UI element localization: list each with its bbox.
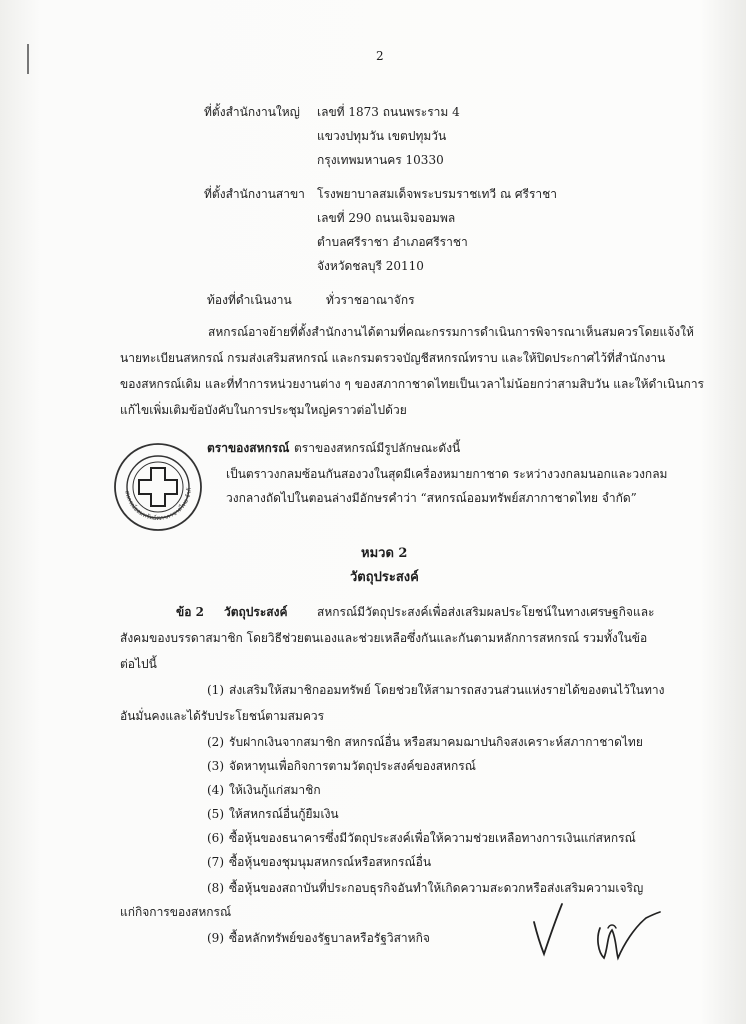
- item-text: ส่งเสริมให้สมาชิกออมทรัพย์ โดยช่วยให้สามารถสงวนส่วนแห่งรายได้ของตนไว้ในทาง: [229, 683, 665, 697]
- branch-office-line: จังหวัดชลบุรี 20110: [317, 259, 424, 273]
- item-text: จัดหาทุนเพื่อกิจการตามวัตถุประสงค์ของสหกรณ์: [229, 759, 476, 773]
- signature-initial-1: [528, 900, 568, 962]
- article-line: สหกรณ์มีวัตถุประสงค์เพื่อส่งเสริมผลประโยชน์ในทางเศรษฐกิจและ: [317, 605, 655, 619]
- head-office-line: แขวงปทุมวัน เขตปทุมวัน: [317, 129, 447, 143]
- cooperative-seal-icon: [113, 442, 203, 532]
- signature-initial-2: [590, 908, 666, 964]
- item-number: (7): [207, 855, 224, 869]
- article-line: ต่อไปนี้: [120, 657, 157, 671]
- article-line: สังคมของบรรดาสมาชิก โดยวิธีช่วยตนเองและช่วยเหลือซึ่งกันและกันตามหลักการสหกรณ์ รวมทั้งในข้อ: [120, 631, 648, 645]
- head-office-label: ที่ตั้งสำนักงานใหญ่: [204, 105, 300, 119]
- item-text: อันมั่นคงและได้รับประโยชน์ตามสมควร: [120, 709, 325, 723]
- item-number: (9): [207, 931, 224, 945]
- article-number: ข้อ 2: [176, 605, 204, 619]
- chapter-number: หมวด 2: [361, 546, 408, 561]
- item-number: (1): [207, 683, 224, 697]
- item-text: ให้เงินกู้แก่สมาชิก: [229, 783, 321, 797]
- head-office-line: กรุงเทพมหานคร 10330: [317, 153, 444, 167]
- seal-section-label: ตราของสหกรณ์: [207, 441, 290, 455]
- item-number: (4): [207, 783, 224, 797]
- item-text: ซื้อหลักทรัพย์ของรัฐบาลหรือรัฐวิสาหกิจ: [229, 931, 430, 945]
- relocation-paragraph-line: แก้ไขเพิ่มเติมข้อบังคับในการประชุมใหญ่คราวต่อไปด้วย: [120, 403, 407, 417]
- seal-description-line: เป็นตราวงกลมซ้อนกันสองวงในสุดมีเครื่องหมายกาชาด ระหว่างวงกลมนอกและวงกลม: [226, 467, 668, 481]
- page-number: 2: [376, 49, 384, 63]
- seal-section-intro: ตราของสหกรณ์มีรูปลักษณะดังนี้: [294, 441, 461, 455]
- item-number: (8): [207, 881, 224, 895]
- item-text: แก่กิจการของสหกรณ์: [120, 905, 232, 919]
- seal-text: สหกรณ์ออมทรัพย์สภากาชาดไทย จำกั: [123, 487, 194, 523]
- item-number: (2): [207, 735, 224, 749]
- relocation-paragraph-line: ของสหกรณ์เดิม และที่ทำการหน่วยงานต่าง ๆ ของสภากาชาดไทยเป็นเวลาไม่น้อยกว่าสามสิบวัน และให้ดำเนินการ: [120, 377, 704, 391]
- operating-area-value: ทั่วราชอาณาจักร: [326, 293, 415, 307]
- branch-office-line: ตำบลศรีราชา อำเภอศรีราชา: [317, 235, 468, 249]
- item-number: (3): [207, 759, 224, 773]
- branch-office-line: เลขที่ 290 ถนนเจิมจอมพล: [317, 211, 456, 225]
- head-office-line: เลขที่ 1873 ถนนพระราม 4: [317, 105, 460, 119]
- item-text: รับฝากเงินจากสมาชิก สหกรณ์อื่น หรือสมาคมฌาปนกิจสงเคราะห์สภากาชาดไทย: [229, 735, 643, 749]
- item-number: (5): [207, 807, 224, 821]
- item-text: ซื้อหุ้นของธนาคารซึ่งมีวัตถุประสงค์เพื่อให้ความช่วยเหลือทางการเงินแก่สหกรณ์: [229, 831, 636, 845]
- seal-description-line: วงกลางถัดไปในตอนล่างมีอักษรคำว่า “สหกรณ์ออมทรัพย์สภากาชาดไทย จำกัด”: [226, 491, 637, 505]
- item-text: ซื้อหุ้นของสถาบันที่ประกอบธุรกิจอันทำให้เกิดความสะดวกหรือส่งเสริมความเจริญ: [229, 881, 644, 895]
- chapter-title: วัตถุประสงค์: [350, 570, 419, 585]
- item-number: (6): [207, 831, 224, 845]
- relocation-paragraph-line: นายทะเบียนสหกรณ์ กรมส่งเสริมสหกรณ์ และกรมตรวจบัญชีสหกรณ์ทราบ และให้ปิดประกาศไว้ที่สำนักงาน: [120, 351, 666, 365]
- item-text: ซื้อหุ้นของชุมนุมสหกรณ์หรือสหกรณ์อื่น: [229, 855, 432, 869]
- operating-area-label: ท้องที่ดำเนินงาน: [207, 293, 292, 307]
- scan-edge-mark: [27, 44, 29, 74]
- item-text: ให้สหกรณ์อื่นกู้ยืมเงิน: [229, 807, 339, 821]
- article-heading: วัตถุประสงค์: [224, 605, 288, 619]
- branch-office-label: ที่ตั้งสำนักงานสาขา: [204, 187, 305, 201]
- branch-office-line: โรงพยาบาลสมเด็จพระบรมราชเทวี ณ ศรีราชา: [317, 187, 558, 201]
- relocation-paragraph-line: สหกรณ์อาจย้ายที่ตั้งสำนักงานได้ตามที่คณะกรรมการดำเนินการพิจารณาเห็นสมควรโดยแจ้งให้: [208, 325, 694, 339]
